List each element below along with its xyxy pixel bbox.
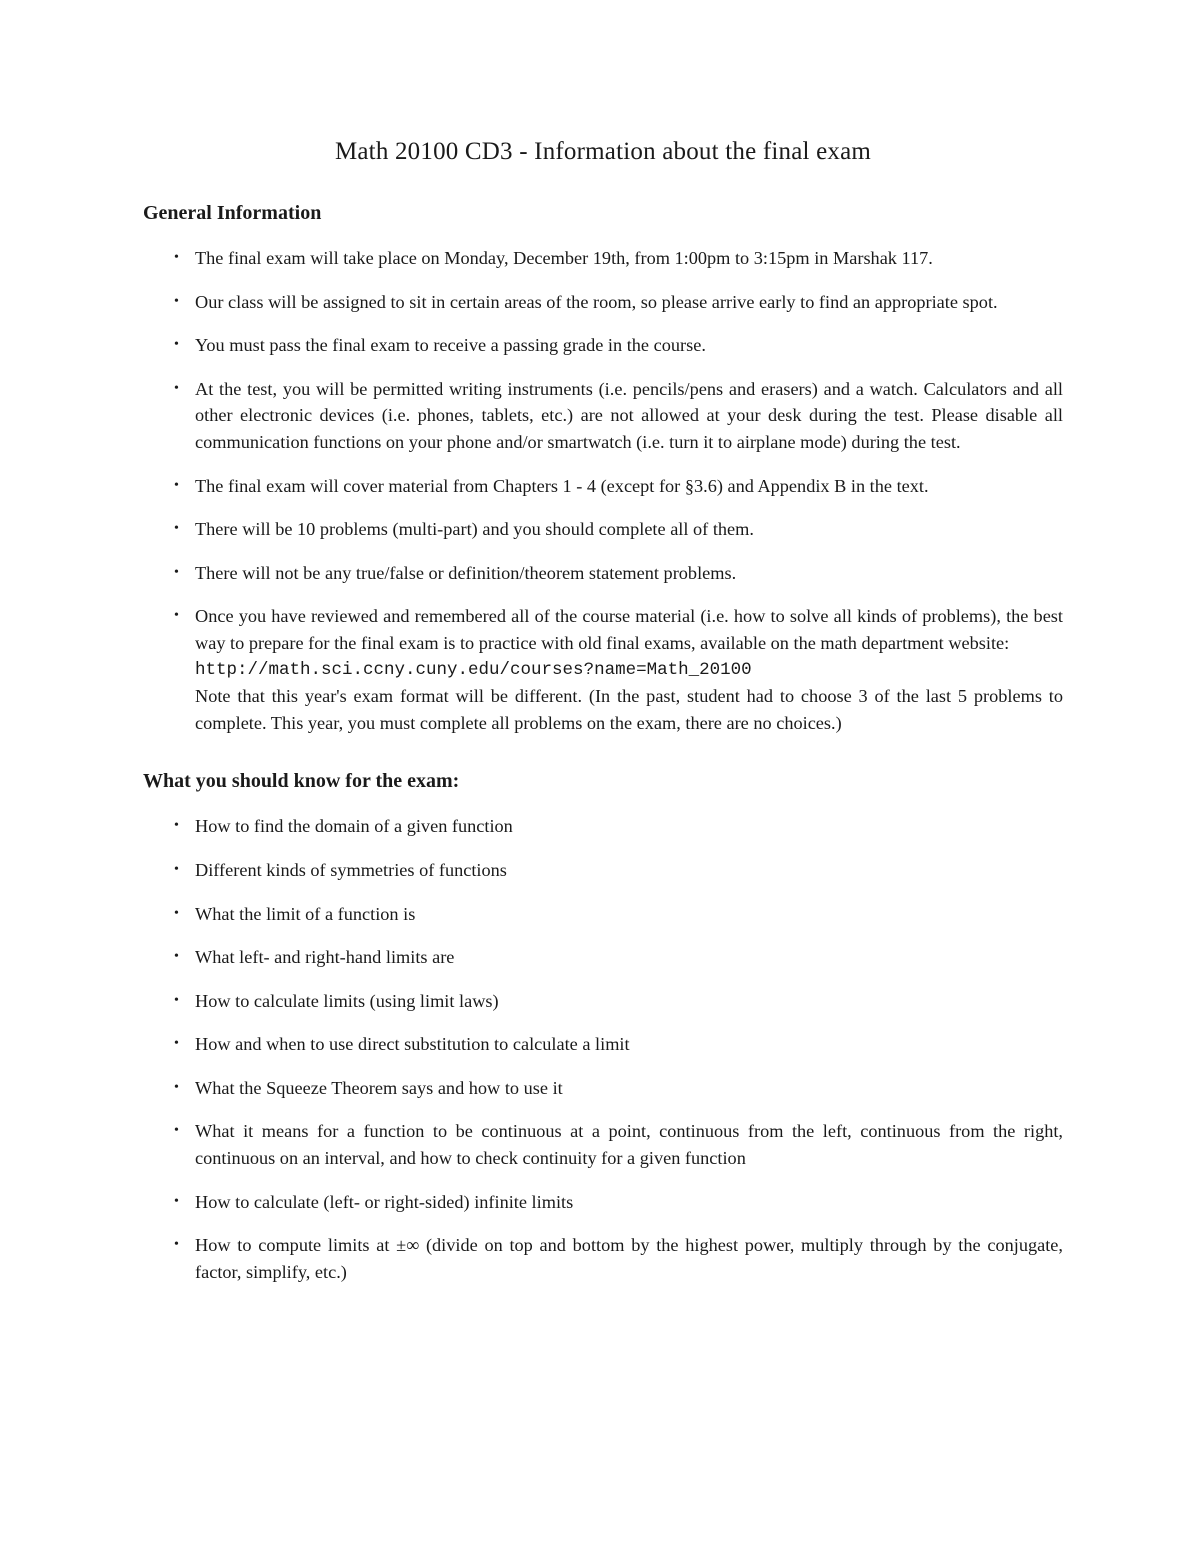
- list-item-text: What the Squeeze Theorem says and how to use it: [195, 1077, 563, 1098]
- bullet-icon: •: [174, 521, 179, 537]
- bullet-icon: •: [174, 564, 179, 580]
- document-page: [143, 138, 1063, 1285]
- bullet-icon: •: [174, 1036, 179, 1052]
- list-item: [143, 1232, 1063, 1285]
- list-item-text: The final exam will cover material from Chapters 1 - 4 (except for §3.6) and Appendix B in the text.: [195, 475, 929, 496]
- what-to-know-heading: What you should know for the exam:: [143, 770, 460, 793]
- general-information-heading: General Information: [143, 202, 322, 224]
- list-item: [143, 1118, 1063, 1171]
- list-item-text: There will be 10 problems (multi-part) and you should complete all of them.: [195, 519, 754, 540]
- bullet-icon: •: [174, 818, 179, 834]
- bullet-icon: •: [174, 1237, 179, 1253]
- general-information-list: [143, 245, 1063, 736]
- list-item-text: The final exam will take place on Monday, December 19th, from 1:00pm to 3:15pm in Marshak 117.: [195, 248, 933, 268]
- list-item: [143, 1031, 1063, 1058]
- list-item-text: What the limit of a function is: [195, 903, 416, 924]
- bullet-icon: •: [174, 861, 179, 877]
- list-item: [143, 560, 1063, 587]
- math-department-link[interactable]: http://math.sci.ccny.cuny.edu/courses?name=Math_20100: [195, 659, 752, 680]
- list-item: [143, 944, 1063, 971]
- bullet-icon: •: [174, 1193, 179, 1209]
- bullet-icon: •: [174, 992, 179, 1008]
- list-item-text: How to calculate (left- or right-sided) infinite limits: [195, 1191, 574, 1212]
- bullet-icon: •: [174, 380, 179, 396]
- list-item: [143, 332, 1063, 359]
- practice-exams-text: Once you have reviewed and remembered all of the course material (i.e. how to solve all kinds of problems), the best way to prepare for the final exam is to practice with old final exams, available on the math department website:: [195, 606, 1063, 653]
- list-item-text: At the test, you will be permitted writing instruments (i.e. pencils/pens and erasers) and a watch. Calculators and all other electronic devices (i.e. phones, tablets, etc.) are not allowed at your desk during the test. Please disable all communication functions on your phone and/or smartwatch (i.e. turn it to airplane mode) during the test.: [195, 378, 1063, 452]
- bullet-icon: •: [174, 608, 179, 624]
- list-item: [143, 1189, 1063, 1216]
- list-item: [143, 901, 1063, 928]
- list-item-text: How to compute limits at ±∞ (divide on top and bottom by the highest power, multiply through by the conjugate, factor, simplify, etc.): [195, 1235, 1063, 1282]
- list-item-text: Different kinds of symmetries of functions: [195, 859, 507, 880]
- what-to-know-list: [143, 813, 1063, 1285]
- bullet-icon: •: [174, 1123, 179, 1139]
- list-item: [143, 857, 1063, 884]
- bullet-icon: •: [174, 477, 179, 493]
- list-item-practice-exams: [143, 603, 1063, 736]
- bullet-icon: •: [174, 250, 179, 265]
- list-item-text: There will not be any true/false or definition/theorem statement problems.: [195, 562, 737, 583]
- list-item-text: How to calculate limits (using limit laws): [195, 990, 499, 1011]
- bullet-icon: •: [174, 905, 179, 921]
- list-item: [143, 376, 1063, 456]
- list-item: [143, 516, 1063, 543]
- list-item: [143, 289, 1063, 316]
- list-item-text: How and when to use direct substitution to calculate a limit: [195, 1034, 630, 1055]
- list-item: [143, 1075, 1063, 1102]
- bullet-icon: •: [174, 337, 179, 353]
- page-title: Math 20100 CD3 - Information about the final exam: [334, 138, 872, 165]
- list-item: [143, 813, 1063, 840]
- bullet-icon: •: [174, 293, 179, 309]
- list-item: [143, 245, 1063, 272]
- list-item: [143, 473, 1063, 500]
- bullet-icon: •: [174, 949, 179, 965]
- list-item-text: Our class will be assigned to sit in certain areas of the room, so please arrive early to find an appropriate spot.: [195, 291, 998, 312]
- list-item: [143, 988, 1063, 1015]
- list-item-text: You must pass the final exam to receive a passing grade in the course.: [195, 335, 706, 356]
- list-item-text: How to find the domain of a given function: [195, 816, 513, 837]
- exam-format-note: Note that this year's exam format will be different. (In the past, student had to choose 3 of the last 5 problems to complete. This year, you must complete all problems on the exam, there are no choices.): [195, 686, 1063, 733]
- list-item-text: What left- and right-hand limits are: [195, 947, 455, 968]
- bullet-icon: •: [174, 1079, 179, 1095]
- list-item-text: What it means for a function to be continuous at a point, continuous from the left, continuous from the right, continuous on an interval, and how to check continuity for a given function: [195, 1121, 1063, 1169]
